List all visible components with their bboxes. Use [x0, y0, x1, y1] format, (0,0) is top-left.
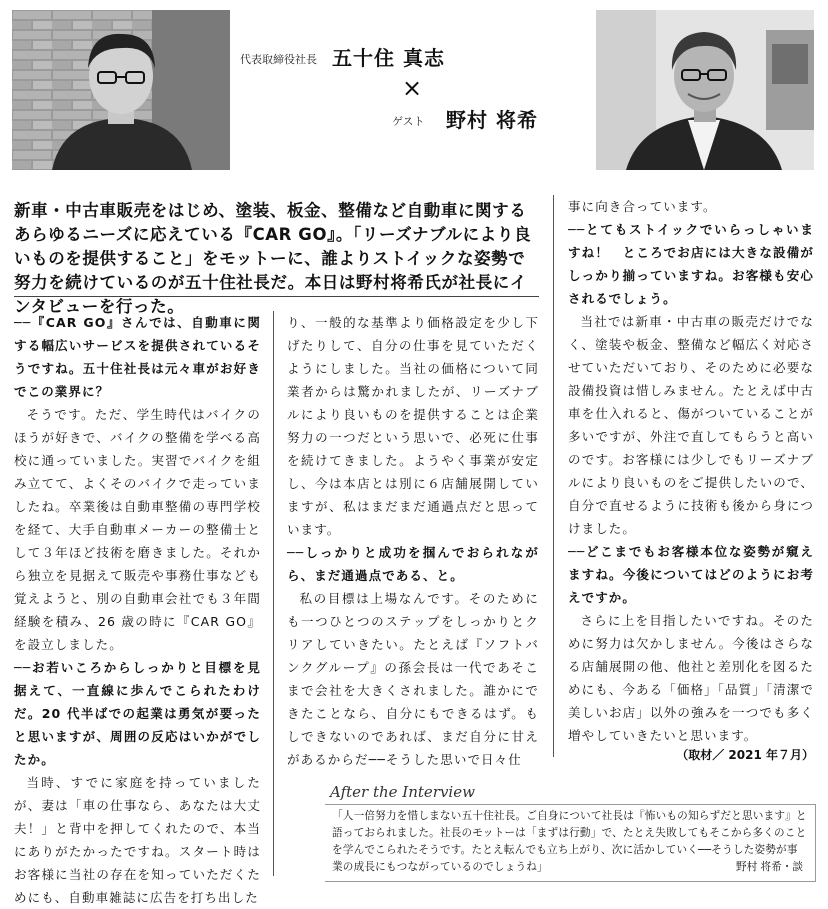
interview-question: ──しっかりと成功を掴んでおられながら、まだ通過点である、と。	[287, 545, 539, 583]
interview-answer: 当社では新車・中古車の販売だけでなく、塗装や板金、整備など幅広く対応させていただいており、そのために必要な設備投資は惜しみません。たとえば中古車を仕入れると、傷がついていることが多いですが、外注で直してもらうと高いのです。お客様には少しでもリーズナブルにより良いものをご提供したいので、自分で直せるように技術も後から身につけました。	[568, 314, 814, 536]
guest-label: ゲスト	[392, 115, 425, 128]
interview-title-block	[240, 38, 580, 158]
interview-question: ──『CAR GO』さんでは、自動車に関する幅広いサービスを提供されているそうですね。五十住社長は元々車がお好きでこの業界に？	[14, 315, 261, 399]
body-column-2	[287, 311, 539, 771]
guest-photo	[596, 10, 814, 170]
body-column-1	[14, 311, 261, 909]
column-divider	[553, 195, 554, 757]
interview-credit: （取材／ 2021 年７月）	[676, 748, 814, 762]
president-photo	[12, 10, 230, 170]
interview-question: ──とてもストイックでいらっしゃいますね！ ところでお店には大きな設備がしっかり揃っていますね。お客様も安心されるでしょう。	[568, 222, 814, 306]
president-name: 五十住 真志	[332, 46, 445, 70]
after-interview-signature: 野村 将希・談	[736, 861, 803, 873]
cross-mark: ×	[402, 74, 423, 102]
interview-question: ──お若いころからしっかりと目標を見据えて、一直線に歩んでこられたわけだ。20 代半ばでの起業は勇気が要ったと思いますが、周囲の反応はいかがでしたか。	[14, 660, 261, 767]
interview-answer: さらに上を目指したいですね。そのために努力は欠かしません。今後はさらなる店舗展開の他、他社と差別化を図るためにも、今ある「価格」「品質」「清潔で美しいお店」以外の強みを一つでも多く増やしていきたいと思います。	[568, 613, 814, 743]
lead-divider	[14, 296, 539, 297]
interview-answer: り、一般的な基準より価格設定を少し下げたりして、自分の仕事を見ていただくようにしました。当社の価格について同業者からは驚かれましたが、リーズナブルにより良いものを提供することは企業努力の一つだという思いで、必死に仕事を続けてきました。ようやく事業が安定し、今は本店とは別に６店舗展開していますが、私はまだまだ通過点だと思っています。	[287, 315, 539, 537]
after-interview-text: 「人一倍努力を惜しまない五十住社長。ご自身について社長は『怖いもの知らずだと思います』と語っておられました。社長のモットーは「まずは行動」で、たとえ失敗してもそこから多くのことを学んでこられたそうです。たとえ転んでも立ち上がり、次に活かしていく──そうした姿勢が事業の成長にもつながっているのでしょうね」	[332, 810, 807, 873]
interview-question: ──どこまでもお客様本位な姿勢が窺えますね。今後についてはどのようにお考えですか。	[568, 544, 814, 605]
interview-answer: 当時、すでに家庭を持っていましたが、妻は「車の仕事なら、あなたは大丈夫！」と背中を押してくれたので、本当にありがたかったですね。スタート時はお客様に当社の存在を知っていただくためにも、自動車雑誌に広告を打ち出した	[14, 775, 261, 905]
after-interview-title: After the Interview	[330, 783, 475, 801]
guest-name: 野村 将希	[446, 108, 538, 132]
interview-answer: 私の目標は上場なんです。そのためにも一つひとつのステップをしっかりとクリアしていきたい。たとえば『ソフトバンクグループ』の孫会長は一代であそこまで会社を大きくされました。誰かにできたことなら、自分にもできるはず。もしできないのであれば、まだ自分に甘えがあるからだ──そうした思いで日々仕	[287, 591, 539, 767]
interview-answer: そうです。ただ、学生時代はバイクのほうが好きで、バイクの整備を学べる高校に通っていました。実習でバイクを組み立てて、よくそのバイクで走っていましたね。卒業後は自動車整備の専門学校を経て、大手自動車メーカーの整備士として３年ほど技術を磨きました。それから独立を見据えて販売や事務仕事なども覚えようと、別の自動車会社でも３年間経験を積み、26 歳の時に『CAR GO』を設立しました。	[14, 407, 261, 652]
president-role: 代表取締役社長	[240, 53, 317, 66]
lead-paragraph: 新車・中古車販売をはじめ、塗装、板金、整備など自動車に関するあらゆるニーズに応えている『CAR GO』。「リーズナブルにより良いものを提供すること」をモットーに、誰よりストイックな姿勢で努力を続けているのが五十住社長だ。本日は野村将希氏が社長にインタビューを行った。	[14, 201, 532, 316]
column-divider	[273, 311, 274, 876]
body-column-3	[568, 195, 814, 747]
interview-answer: 事に向き合っています。	[568, 199, 717, 214]
